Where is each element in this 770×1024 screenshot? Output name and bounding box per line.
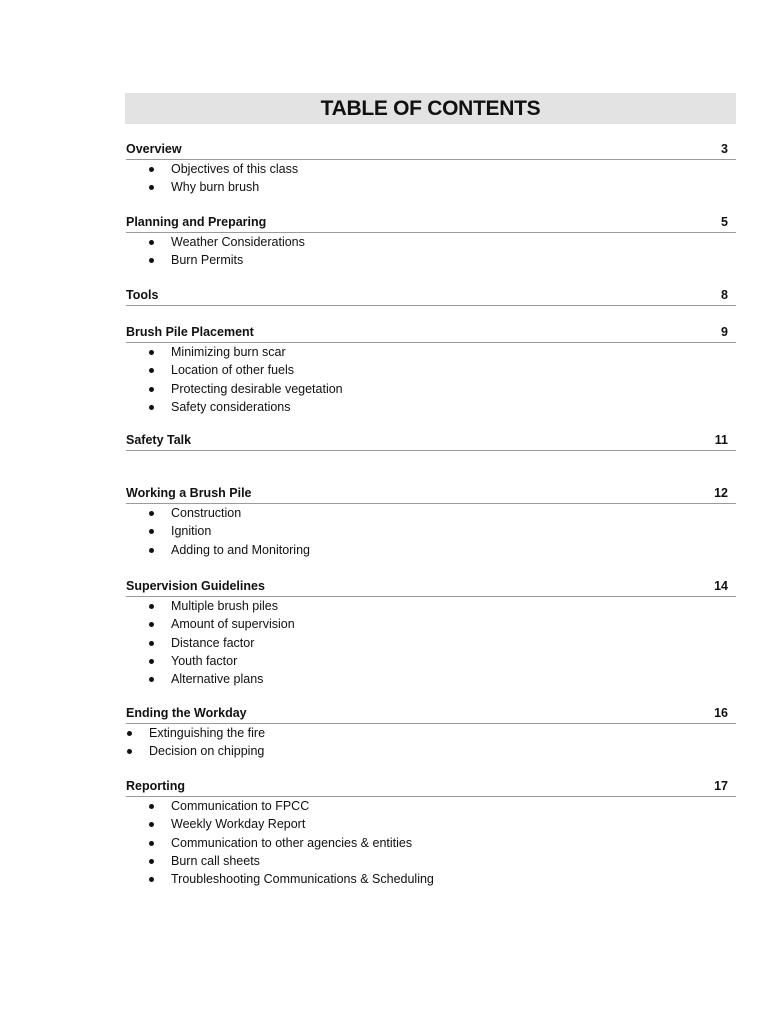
bullet-icon: [149, 405, 154, 410]
bullet-icon: [149, 529, 154, 534]
toc-section-title: Supervision Guidelines: [126, 579, 265, 593]
toc-subitem: Why burn brush: [126, 178, 736, 196]
toc-section-title: Planning and Preparing: [126, 215, 267, 229]
toc-subitem-list: [126, 233, 736, 270]
toc-section-title: Brush Pile Placement: [126, 325, 254, 339]
toc-subitem-list: [126, 160, 736, 197]
toc-subitem: Objectives of this class: [126, 160, 736, 178]
toc-title: TABLE OF CONTENTS: [320, 96, 541, 120]
toc-subitem-list: [126, 724, 736, 761]
toc-section-title: Tools: [126, 288, 159, 302]
toc-section-title: Ending the Workday: [126, 706, 247, 720]
toc-subitem: Troubleshooting Communications & Scheduling: [126, 870, 736, 888]
toc-title-bar: [125, 93, 736, 124]
toc-section-header[interactable]: [126, 705, 736, 724]
toc-section-supervision-guidelines[interactable]: [126, 578, 736, 688]
toc-subitem: Protecting desirable vegetation: [126, 380, 736, 398]
toc-section-working-brush-pile[interactable]: [126, 485, 736, 559]
bullet-icon: [149, 167, 154, 172]
bullet-icon: [149, 185, 154, 190]
toc-subitem: Communication to FPCC: [126, 797, 736, 815]
toc-subitem: Extinguishing the fire: [126, 724, 736, 742]
bullet-icon: [149, 677, 154, 682]
toc-subitem: Construction: [126, 504, 736, 522]
bullet-icon: [149, 641, 154, 646]
toc-section-title: Reporting: [126, 779, 186, 793]
toc-section-title: Working a Brush Pile: [126, 486, 252, 500]
toc-subitem: Safety considerations: [126, 398, 736, 416]
toc-subitem: Weekly Workday Report: [126, 815, 736, 833]
toc-section-title: Safety Talk: [126, 433, 192, 447]
toc-page-number: 8: [721, 288, 728, 302]
toc-section-header[interactable]: [126, 287, 736, 306]
toc-section-brush-pile-placement[interactable]: [126, 324, 736, 416]
toc-subitem-list: [126, 597, 736, 688]
toc-subitem: Decision on chipping: [126, 742, 736, 760]
toc-section-header[interactable]: [126, 578, 736, 597]
toc-subitem-list: [126, 504, 736, 559]
toc-subitem: Burn call sheets: [126, 852, 736, 870]
toc-section-overview[interactable]: [126, 141, 736, 197]
toc-section-reporting[interactable]: [126, 778, 736, 888]
bullet-icon: [149, 804, 154, 809]
toc-subitem: Communication to other agencies & entities: [126, 834, 736, 852]
toc-page-number: 17: [714, 779, 728, 793]
toc-page-number: 12: [714, 486, 728, 500]
toc-subitem-list: [126, 797, 736, 888]
toc-subitem: Distance factor: [126, 634, 736, 652]
toc-section-header[interactable]: [126, 485, 736, 504]
toc-subitem: Adding to and Monitoring: [126, 541, 736, 559]
bullet-icon: [127, 731, 132, 736]
toc-subitem: Amount of supervision: [126, 615, 736, 633]
bullet-icon: [149, 350, 154, 355]
bullet-icon: [127, 749, 132, 754]
bullet-icon: [149, 240, 154, 245]
bullet-icon: [149, 841, 154, 846]
toc-page-number: 9: [721, 325, 728, 339]
toc-subitem: Weather Considerations: [126, 233, 736, 251]
toc-page-number: 3: [721, 142, 728, 156]
toc-section-safety-talk[interactable]: [126, 432, 736, 451]
bullet-icon: [149, 548, 154, 553]
toc-page-number: 5: [721, 215, 728, 229]
toc-page-number: 11: [714, 433, 728, 447]
toc-section-header[interactable]: [126, 141, 736, 160]
bullet-icon: [149, 659, 154, 664]
toc-section-tools[interactable]: [126, 287, 736, 306]
toc-subitem: Location of other fuels: [126, 361, 736, 379]
toc-section-title: Overview: [126, 142, 182, 156]
toc-page-number: 16: [714, 706, 728, 720]
bullet-icon: [149, 387, 154, 392]
toc-subitem-list: [126, 343, 736, 416]
bullet-icon: [149, 622, 154, 627]
toc-subitem: Minimizing burn scar: [126, 343, 736, 361]
bullet-icon: [149, 859, 154, 864]
toc-section-header[interactable]: [126, 214, 736, 233]
toc-section-header[interactable]: [126, 778, 736, 797]
bullet-icon: [149, 822, 154, 827]
toc-section-header[interactable]: [126, 324, 736, 343]
toc-subitem: Multiple brush piles: [126, 597, 736, 615]
bullet-icon: [149, 511, 154, 516]
toc-subitem: Alternative plans: [126, 670, 736, 688]
toc-subitem: Youth factor: [126, 652, 736, 670]
bullet-icon: [149, 368, 154, 373]
bullet-icon: [149, 604, 154, 609]
bullet-icon: [149, 877, 154, 882]
toc-section-planning[interactable]: [126, 214, 736, 270]
toc-section-header[interactable]: [126, 432, 736, 451]
toc-subitem: Ignition: [126, 522, 736, 540]
toc-page-number: 14: [714, 579, 728, 593]
toc-section-ending-workday[interactable]: [126, 705, 736, 761]
toc-subitem: Burn Permits: [126, 251, 736, 269]
bullet-icon: [149, 258, 154, 263]
